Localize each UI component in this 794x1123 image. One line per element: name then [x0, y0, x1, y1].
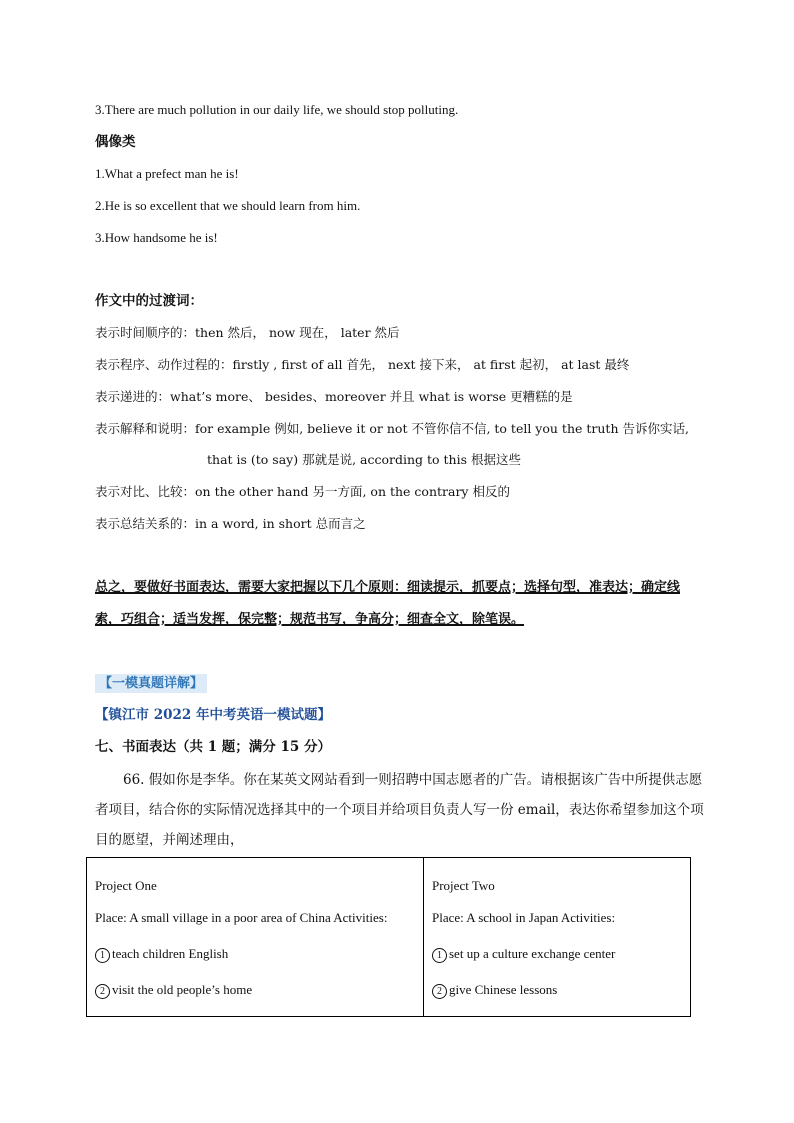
transition-label: 表示时间顺序的：	[95, 325, 196, 340]
transition-label: 表示对比、比较：	[95, 484, 196, 499]
transition-label: 表示解释和说明：	[95, 421, 196, 436]
transition-text: in a word, in short 总而言之	[195, 516, 366, 531]
project-title: Project One	[95, 878, 157, 893]
activity-item	[432, 972, 682, 1008]
transition-time	[95, 324, 400, 342]
idol-item-2: 2.He is so excellent that we should learn from him.	[95, 198, 361, 213]
exam-tag	[95, 674, 207, 693]
activity-item	[95, 936, 415, 972]
circled-number: 2	[432, 984, 447, 999]
transition-explain-cont: that is (to say) 那就是说, according to this 根据这些	[207, 452, 521, 467]
exam-source: 【镇江市 2022 年中考英语一模试题】	[95, 707, 331, 723]
transition-process	[95, 356, 629, 374]
project-one-cell	[87, 858, 424, 1017]
activity-text: give Chinese lessons	[449, 982, 558, 997]
transition-text: for example 例如, believe it or not 不管你信不信, to tell you the truth 告诉你实话,	[195, 421, 689, 436]
activity-text: visit the old people’s home	[112, 982, 253, 997]
activity-item	[95, 972, 415, 1008]
transition-label: 表示程序、动作过程的：	[95, 357, 233, 372]
idol-heading: 偶像类	[95, 134, 136, 150]
section-title: 七、书面表达（共 1 题；满分 15 分）	[95, 739, 331, 755]
activity-text: set up a culture exchange center	[449, 946, 616, 961]
transition-conclude	[95, 515, 366, 533]
transition-label: 表示递进的：	[95, 389, 171, 404]
exam-tag-label: 【一模真题详解】	[95, 674, 207, 693]
project-place: Place: A small village in a poor area of China Activities:	[95, 910, 388, 925]
summary-principles: 总之，要做好书面表达，需要大家把握以下几个原则：细读提示，抓要点；选择句型，准表达；确定线索，巧组合；适当发挥，保完整；规范书写，争高分；细查全文，除笔误。	[95, 580, 681, 627]
transition-text: firstly , first of all 首先， next 接下来， at first 起初， at last 最终	[232, 357, 630, 372]
projects-table	[86, 857, 691, 1017]
question-text: 66. 假如你是李华。你在某英文网站看到一则招聘中国志愿者的广告。请根据该广告中所提供志愿者项目，结合你的实际情况选择其中的一个项目并给项目负责人写一份 email，表达你希望参加这个项目的愿望，并阐述理由，	[95, 772, 704, 848]
transition-explain	[95, 420, 689, 438]
activity-item	[432, 936, 682, 972]
project-two-cell	[424, 858, 691, 1017]
transition-label: 表示总结关系的：	[95, 516, 196, 531]
transition-text: what’s more、 besides、moreover 并且 what is worse 更糟糕的是	[170, 389, 573, 404]
activity-text: teach children English	[112, 946, 229, 961]
transition-text: on the other hand 另一方面, on the contrary 相反的	[195, 484, 510, 499]
pollution-sentence: 3.There are much pollution in our daily life, we should stop polluting.	[95, 102, 459, 117]
circled-number: 1	[432, 948, 447, 963]
transitions-heading: 作文中的过渡词：	[95, 293, 203, 309]
transition-progress	[95, 388, 573, 406]
project-title: Project Two	[432, 878, 495, 893]
transition-contrast	[95, 483, 510, 501]
transition-text: then 然后， now 现在， later 然后	[195, 325, 400, 340]
idol-item-1: 1.What a prefect man he is!	[95, 166, 239, 181]
idol-item-3: 3.How handsome he is!	[95, 230, 218, 245]
project-place: Place: A school in Japan Activities:	[432, 910, 616, 925]
circled-number: 1	[95, 948, 110, 963]
circled-number: 2	[95, 984, 110, 999]
